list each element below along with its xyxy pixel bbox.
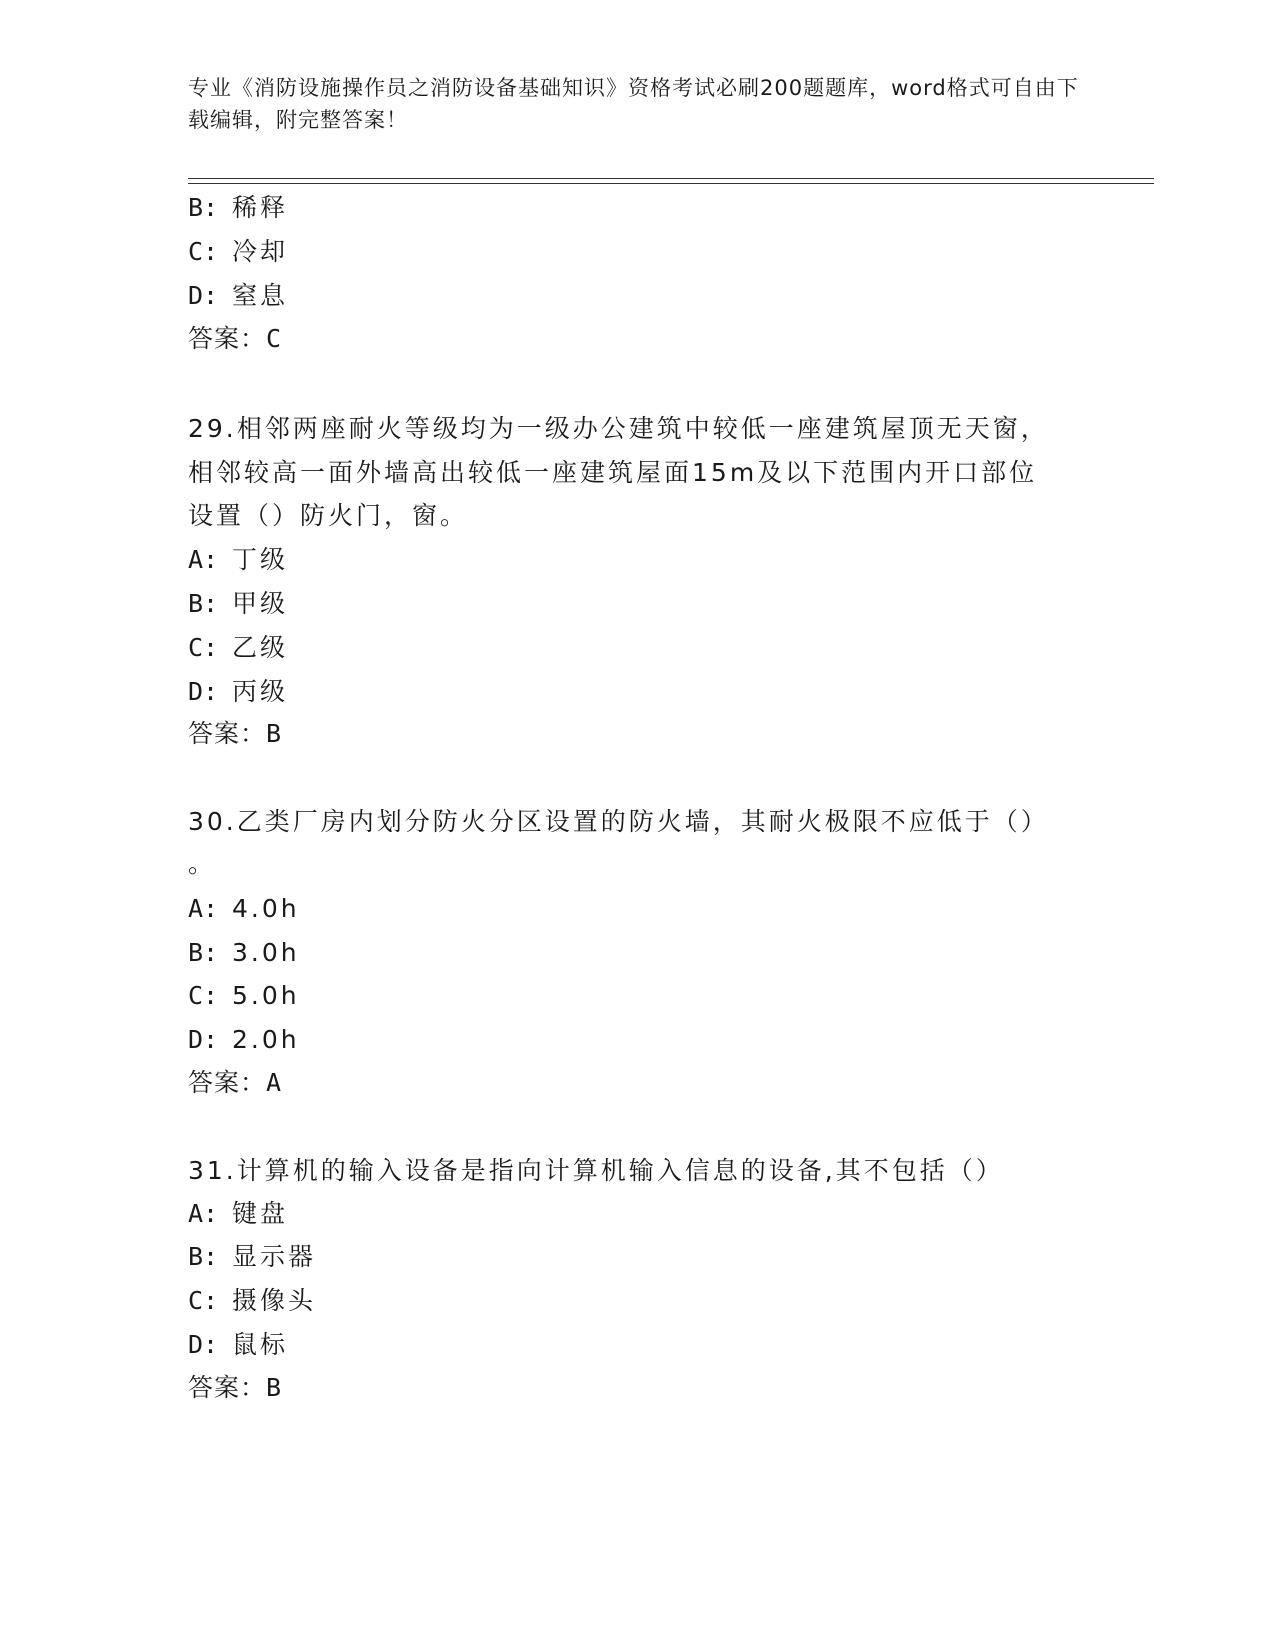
option-text: 2.0h xyxy=(232,1025,300,1054)
option-text: 丁级 xyxy=(232,545,289,574)
answer-value: C xyxy=(266,324,283,353)
q30-option-b xyxy=(188,937,300,969)
q31-option-c xyxy=(188,1285,316,1317)
q31-option-b xyxy=(188,1241,316,1273)
option-letter: D: xyxy=(188,281,219,310)
option-letter: B: xyxy=(188,938,219,967)
answer-value: A xyxy=(266,1068,283,1097)
q29-stem-line-1: 29.相邻两座耐火等级均为一级办公建筑中较低一座建筑屋顶无天窗， xyxy=(188,414,1049,443)
answer-value: B xyxy=(266,1373,283,1402)
option-letter: D: xyxy=(188,1330,219,1359)
q29-option-b xyxy=(188,588,288,620)
q30-stem-line-2: 。 xyxy=(188,849,217,878)
option-text: 乙级 xyxy=(232,633,289,662)
answer-label: 答案： xyxy=(188,324,267,353)
option-text: 5.0h xyxy=(232,981,300,1010)
q28-option-c xyxy=(188,236,288,268)
option-letter: A: xyxy=(188,894,219,923)
header-divider-top xyxy=(188,178,1154,179)
option-text: 4.0h xyxy=(232,894,300,923)
option-letter: A: xyxy=(188,1199,219,1228)
page-header-title: 专业《消防设施操作员之消防设备基础知识》资格考试必刷200题题库，word格式可自由下载编辑，附完整答案！ xyxy=(188,76,1079,132)
option-letter: B: xyxy=(188,1242,219,1271)
q30-option-c xyxy=(188,980,300,1012)
option-text: 冷却 xyxy=(232,237,289,266)
q31-option-d xyxy=(188,1329,288,1361)
q28-option-b xyxy=(188,192,288,224)
option-text: 窒息 xyxy=(232,281,289,310)
q31-option-a xyxy=(188,1198,288,1230)
q29-stem-line-3: 设置（）防火门，窗。 xyxy=(188,501,469,530)
q31-answer xyxy=(188,1372,282,1404)
q29-option-d xyxy=(188,676,288,708)
option-letter: C: xyxy=(188,981,219,1010)
q30-stem-line-1: 30.乙类厂房内划分防火分区设置的防火墙，其耐火极限不应低于（） xyxy=(188,807,1049,836)
option-letter: C: xyxy=(188,237,219,266)
answer-label: 答案： xyxy=(188,1068,267,1097)
q30-answer xyxy=(188,1067,282,1099)
option-letter: C: xyxy=(188,633,219,662)
option-text: 键盘 xyxy=(232,1199,289,1228)
option-text: 摄像头 xyxy=(232,1286,317,1315)
option-text: 稀释 xyxy=(232,193,289,222)
answer-value: B xyxy=(266,719,283,748)
option-letter: D: xyxy=(188,677,219,706)
option-letter: A: xyxy=(188,545,219,574)
q28-answer xyxy=(188,323,282,355)
option-text: 3.0h xyxy=(232,938,300,967)
option-letter: B: xyxy=(188,589,219,618)
q29-answer xyxy=(188,718,282,750)
q31-stem-line-1: 31.计算机的输入设备是指向计算机输入信息的设备,其不包括（） xyxy=(188,1156,1004,1185)
q30-option-d xyxy=(188,1024,300,1056)
option-text: 鼠标 xyxy=(232,1330,289,1359)
option-text: 甲级 xyxy=(232,589,289,618)
q29-option-a xyxy=(188,544,288,576)
option-letter: C: xyxy=(188,1286,219,1315)
q29-stem-line-2: 相邻较高一面外墙高出较低一座建筑屋面15m及以下范围内开口部位 xyxy=(188,458,1038,487)
option-letter: D: xyxy=(188,1025,219,1054)
q29-option-c xyxy=(188,632,288,664)
option-text: 丙级 xyxy=(232,677,289,706)
option-letter: B: xyxy=(188,193,219,222)
header-divider-bottom xyxy=(188,183,1154,184)
q30-option-a xyxy=(188,893,300,925)
answer-label: 答案： xyxy=(188,1373,267,1402)
option-text: 显示器 xyxy=(232,1242,317,1271)
answer-label: 答案： xyxy=(188,719,267,748)
q28-option-d xyxy=(188,280,288,312)
